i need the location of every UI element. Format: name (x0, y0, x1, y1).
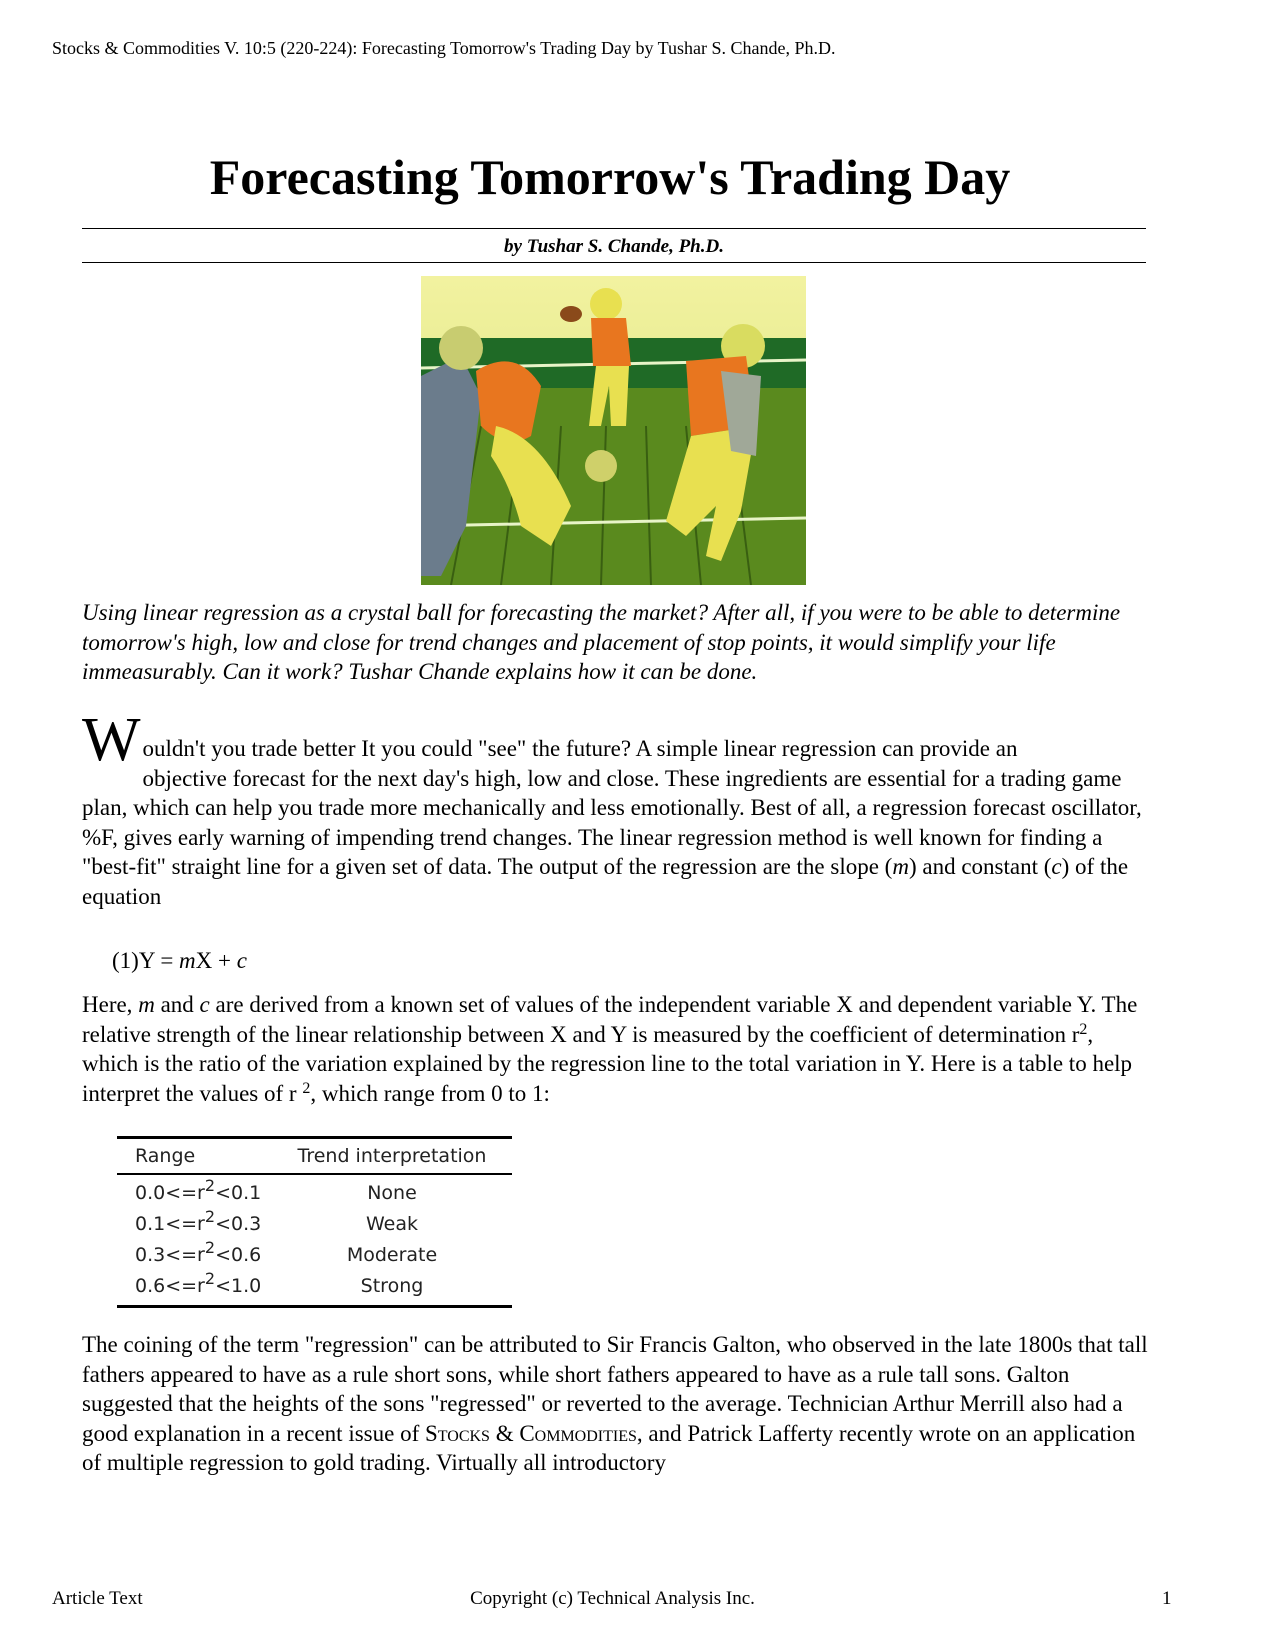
table-header-range: Range (135, 1145, 196, 1167)
paragraph-intro (82, 706, 1152, 911)
p2-text: , which is the ratio of the variation explained by the regression line to the total variation in Y. Here is a table to help interpret the values of r (82, 1021, 1133, 1106)
drop-cap: W (82, 706, 141, 774)
p3-text: The coining of the term "regression" can be attributed to Sir Francis Galton, who observed in the late 1800s that tall fathers appeared to have as a rule short sons, while short fathers appeared to have as a rule tall sons. Galton suggested that the heights of the sons "regressed" or reverted to the average. Technician Arthur Merrill also had a good explanation in a recent issue of (82, 1332, 1148, 1446)
table-cell-range: $0.0<=r^2<0.1$ (135, 1175, 262, 1204)
byline: by Tushar S. Chande, Ph.D. (504, 236, 724, 257)
p2-text: , which range from 0 to 1: (310, 1080, 550, 1106)
table-cell-range: $0.1<=r^2<0.3$ (135, 1206, 262, 1235)
table-row (117, 1177, 512, 1208)
equation-label: (1)Y = (112, 948, 180, 973)
table-cell-interpretation: Weak (365, 1212, 418, 1235)
intro-first-line: ouldn't you trade better It you could "see" the future? A simple linear regression can provide an (142, 736, 1018, 761)
p2-superscript: 2 (302, 1079, 311, 1097)
byline-top-rule (82, 228, 1146, 229)
p2-m: m (138, 992, 155, 1017)
byline-bottom-rule (82, 262, 1146, 263)
table-body (117, 1177, 512, 1305)
footer-section-label: Article Text (52, 1588, 143, 1609)
slope-symbol: m (892, 854, 909, 879)
table-header-row (117, 1139, 512, 1175)
paragraph-r-squared (82, 990, 1152, 1108)
table-cell-range: $0.6<=r^2<1.0$ (135, 1268, 262, 1297)
constant-symbol: c (1051, 854, 1062, 879)
running-header: Stocks & Commodities V. 10:5 (220-224): Forecasting Tomorrow's Trading Day by Tushar S. Chande, Ph.D. (52, 38, 836, 58)
table-cell-range: $0.3<=r^2<0.6$ (135, 1237, 262, 1266)
table-header-interpretation: Trend interpretation (297, 1145, 487, 1167)
equation-1 (112, 948, 247, 974)
intro-text-mid: ) and constant ( (908, 854, 1052, 879)
page-number: 1 (1162, 1588, 1172, 1609)
intro-text-end: ) of the equation (82, 854, 1129, 909)
table-cell-interpretation: Strong (360, 1274, 424, 1297)
equation-mid: X + (195, 948, 237, 973)
p2-text: are derived from a known set of values of the independent variable X and dependent variable Y. The relative strength of the linear relationship between X and Y is measured by the coefficient of determination r (82, 992, 1138, 1047)
equation-m: m (179, 948, 196, 973)
table-cell-interpretation: None (367, 1181, 417, 1204)
table-row (117, 1208, 512, 1239)
table-row (117, 1239, 512, 1270)
intro-text: objective forecast for the next day's high, low and close. These ingredients are essential for a trading game plan, which can help you trade more mechanically and less emotionally. Best of all, a regression forecast oscillator, %F, gives early warning of impending trend changes. The linear regression method is well known for finding a "best-fit" straight line for a given set of data. The output of the regression are the slope ( (82, 765, 1142, 879)
table-cell-interpretation: Moderate (346, 1243, 438, 1266)
paragraph-galton (82, 1330, 1152, 1478)
equation-c: c (236, 948, 247, 973)
football-illustration (421, 276, 806, 585)
footer-copyright: Copyright (c) Technical Analysis Inc. (470, 1588, 755, 1609)
article-deck: Using linear regression as a crystal ball for forecasting the market? After all, if you were to be able to determine tomorrow's high, low and close for trend changes and placement of stop points, it would simplify your life immeasurably. Can it work? Tushar Chande explains how it can be done. (82, 600, 1121, 684)
p2-text: and (154, 992, 200, 1017)
table-row (117, 1270, 512, 1301)
p2-superscript: 2 (1079, 1020, 1088, 1038)
p3-text: , and Patrick Lafferty recently wrote on an application of multiple regression to gold trading. Virtually all introductory (82, 1420, 1136, 1475)
p2-c: c (199, 992, 210, 1017)
magazine-name: Stocks & Commodities (424, 1420, 637, 1446)
r-squared-table (117, 1136, 512, 1308)
p2-text: Here, (82, 992, 139, 1017)
article-title: Forecasting Tomorrow's Trading Day (209, 149, 1011, 205)
